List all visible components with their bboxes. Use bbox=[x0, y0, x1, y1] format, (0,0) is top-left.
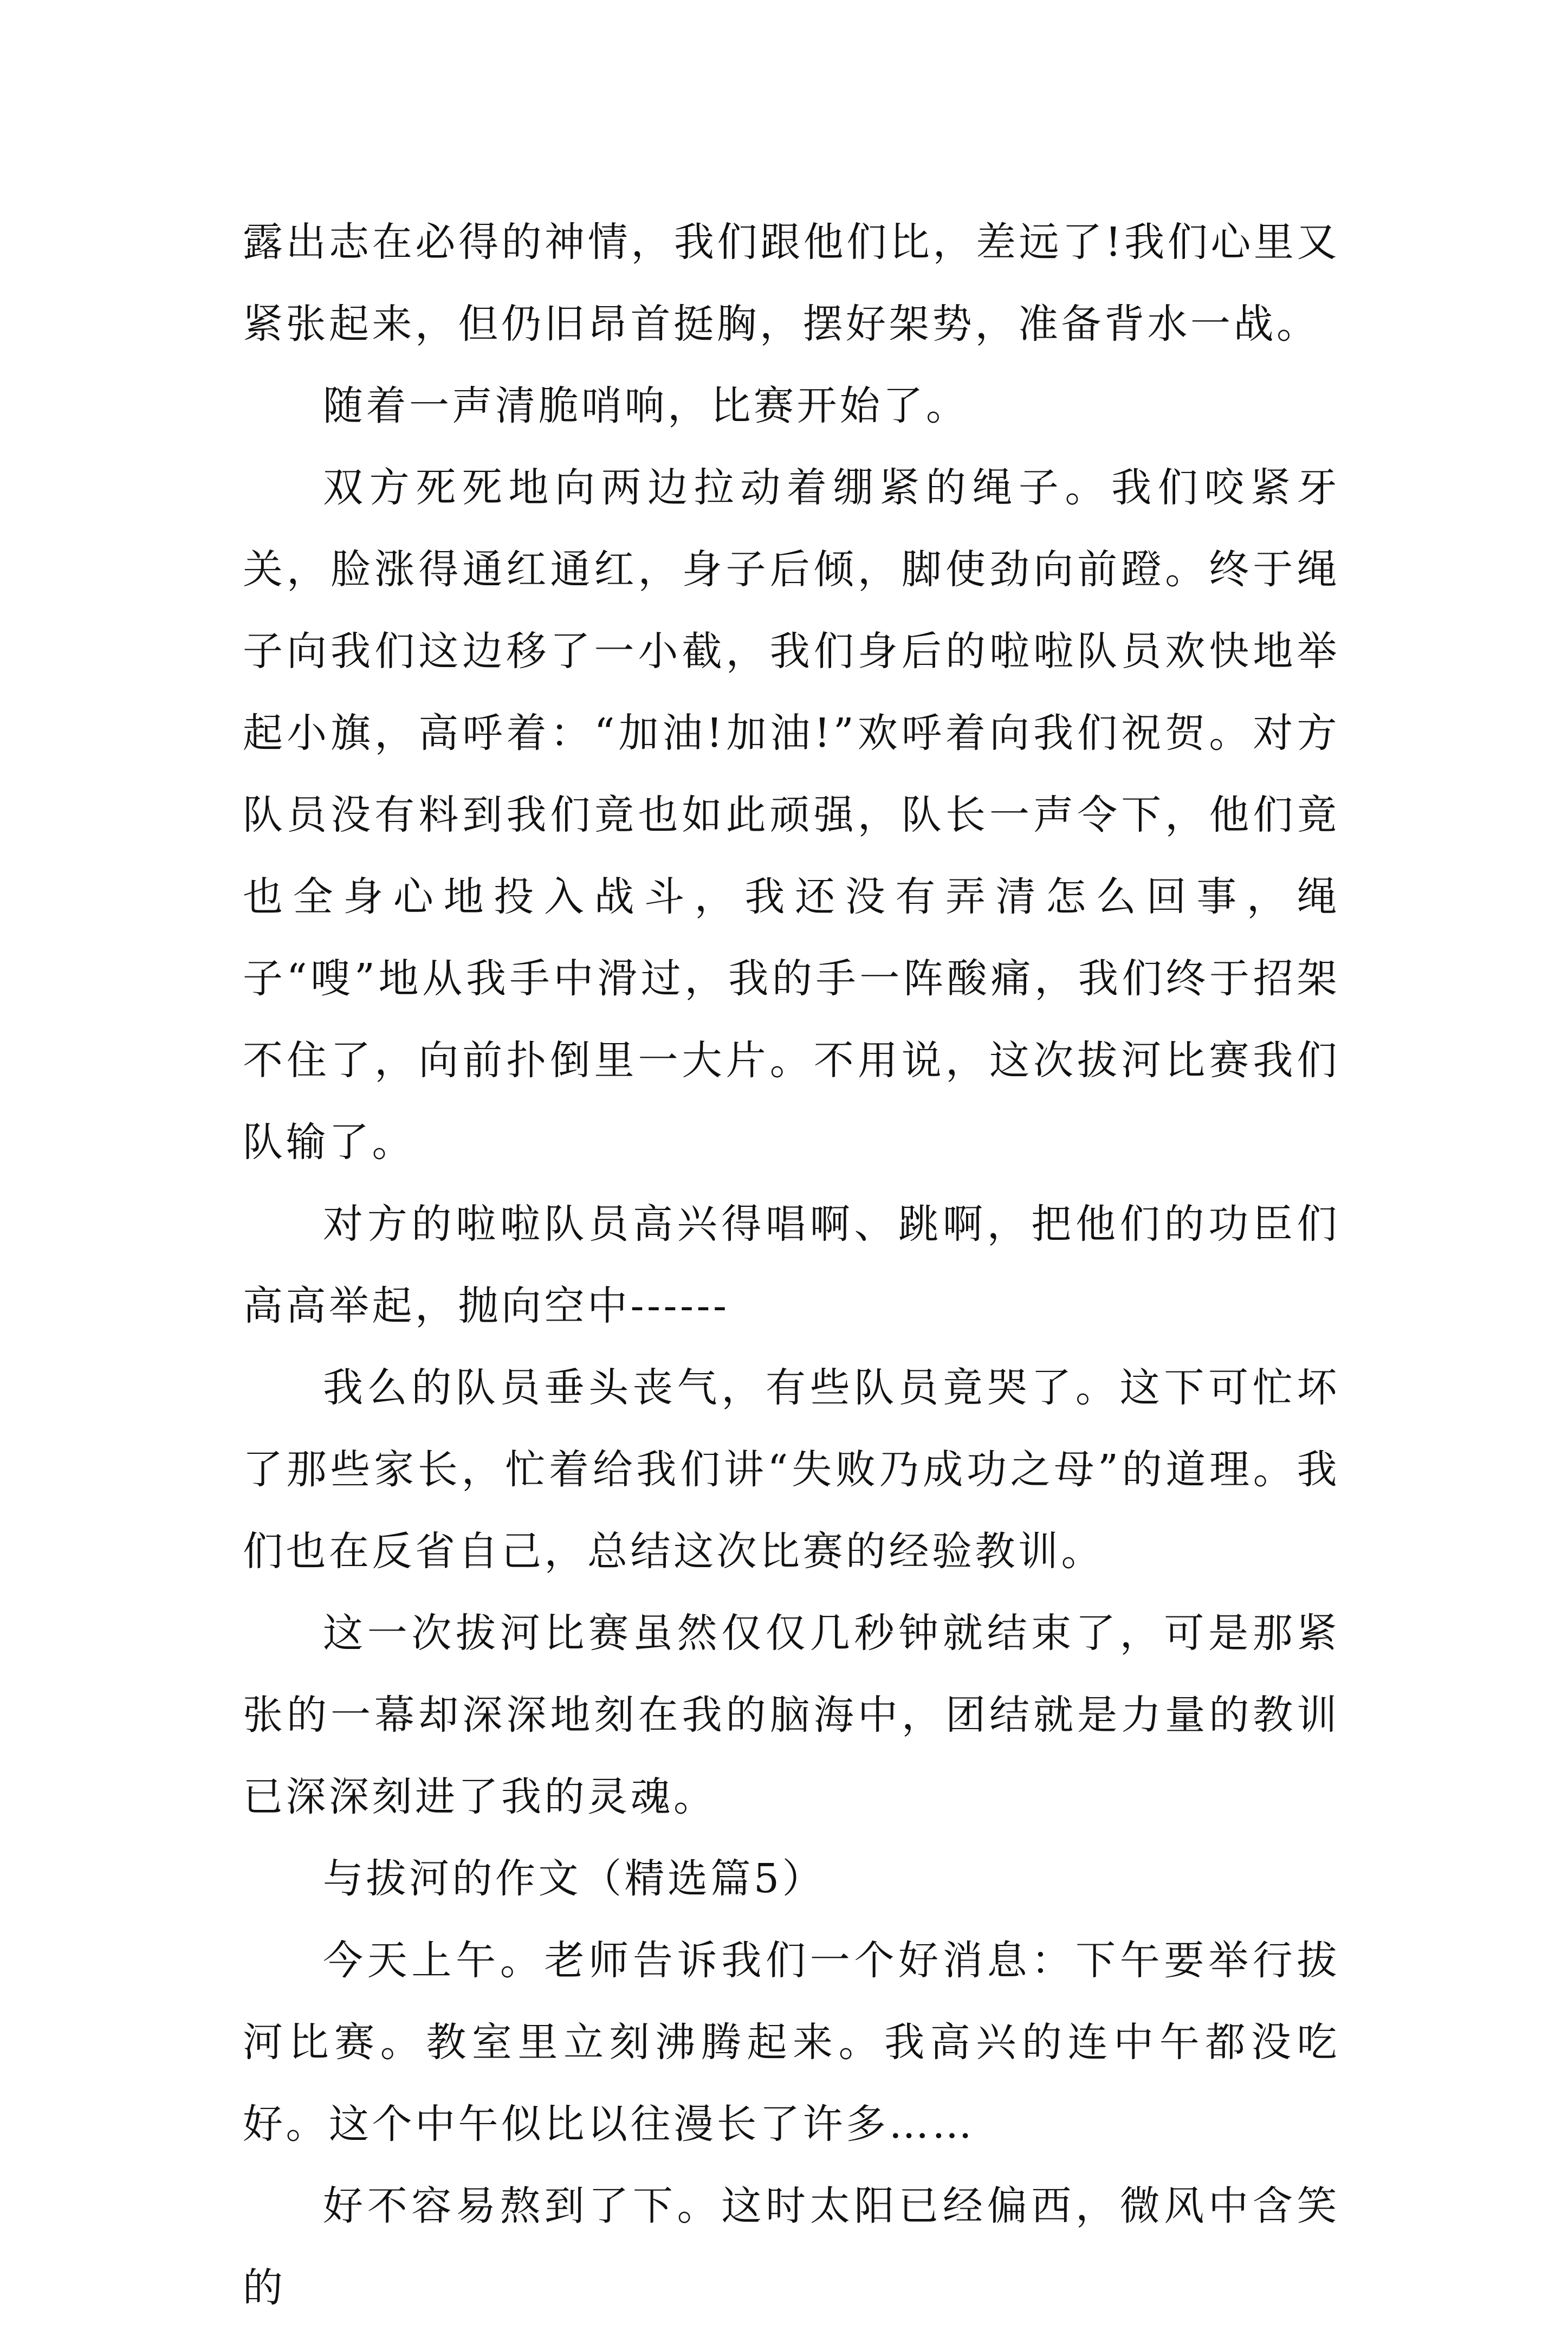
section-heading: 与拔河的作文（精选篇5） bbox=[323, 1855, 826, 1902]
paragraph-continued: 露出志在必得的神情，我们跟他们比，差远了!我们心里又紧张起来，但仍旧昂首挺胸，摆好架势，准备背水一战。 bbox=[243, 219, 1340, 347]
article-body bbox=[243, 202, 1340, 2329]
paragraph: 我么的队员垂头丧气，有些队员竟哭了。这下可忙坏了那些家长，忙着给我们讲“失败乃成功之母”的道理。我们也在反省自己，总结这次比赛的经验教训。 bbox=[243, 1364, 1340, 1575]
paragraph: 随着一声清脆哨响，比赛开始了。 bbox=[323, 383, 969, 429]
paragraph: 这一次拔河比赛虽然仅仅几秒钟就结束了，可是那紧张的一幕却深深地刻在我的脑海中，团结就是力量的教训已深深刻进了我的灵魂。 bbox=[243, 1610, 1340, 1820]
paragraph: 双方死死地向两边拉动着绷紧的绳子。我们咬紧牙关，脸涨得通红通红，身子后倾，脚使劲向前蹬。终于绳子向我们这边移了一小截，我们身后的啦啦队员欢快地举起小旗，高呼着：“加油!加油!”欢呼着向我们祝贺。对方队员没有料到我们竟也如此顽强，队长一声令下，他们竟也全身心地投入战斗，我还没有弄清怎么回事，绳子“嗖”地从我手中滑过，我的手一阵酸痛，我们终于招架不住了，向前扑倒里一大片。不用说，这次拔河比赛我们队输了。 bbox=[243, 464, 1340, 1166]
paragraph: 对方的啦啦队员高兴得唱啊、跳啊，把他们的功臣们高高举起，抛向空中------ bbox=[243, 1201, 1340, 1329]
paragraph: 好不容易熬到了下。这时太阳已经偏西，微风中含笑的 bbox=[243, 2183, 1340, 2311]
paragraph: 今天上午。老师告诉我们一个好消息：下午要举行拔河比赛。教室里立刻沸腾起来。我高兴的连中午都没吃好。这个中午似比以往漫长了许多…… bbox=[243, 1937, 1340, 2147]
